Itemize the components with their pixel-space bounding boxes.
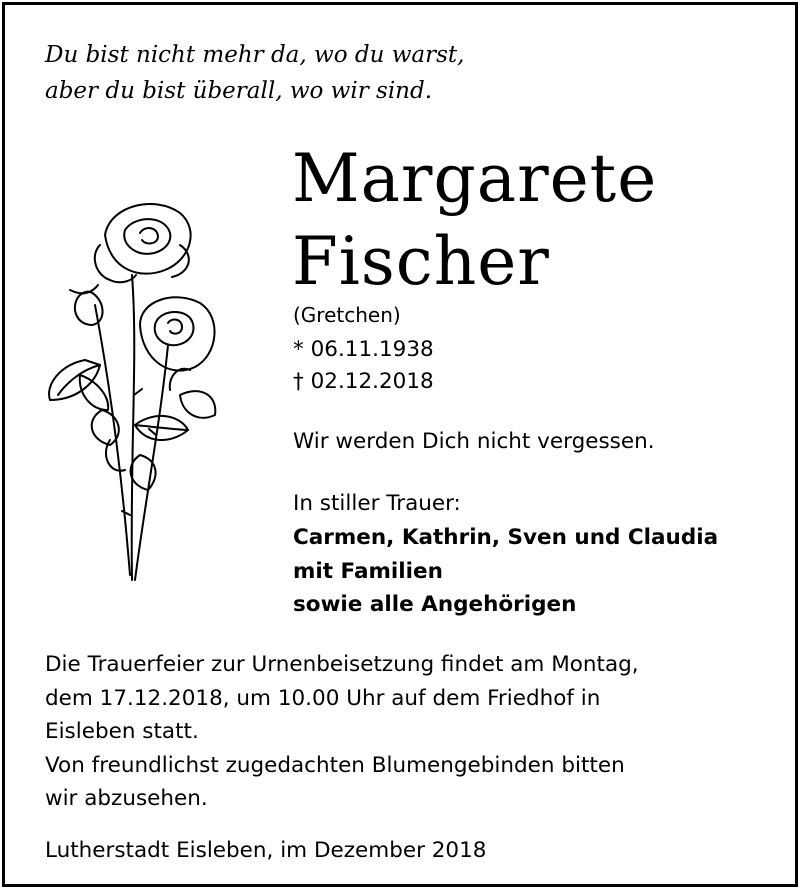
rose-icon [40,195,230,595]
ceremony-line-3: Eisleben statt. [45,719,199,744]
ceremony-line-1: Die Trauerfeier zur Urnenbeisetzung findet am Montag, [45,652,639,677]
first-name: Margarete [292,140,658,217]
birth-date: * 06.11.1938 [293,337,434,362]
ceremony-line-2: dem 17.12.2018, um 10.00 Uhr auf dem Friedhof in [45,686,601,711]
quote-line-1: Du bist nicht mehr da, wo du warst, [45,42,465,68]
mourners-line-2: mit Familien [293,559,443,584]
mourners-line-1: Carmen, Kathrin, Sven und Claudia [293,525,719,550]
remembrance-message: Wir werden Dich nicht vergessen. [293,429,655,454]
ceremony-line-5: wir abzusehen. [45,786,208,811]
ceremony-line-4: Von freundlichst zugedachten Blumengebinden bitten [45,753,625,778]
quote-line-2: aber du bist überall, wo wir sind. [45,78,433,104]
last-name: Fischer [292,223,550,300]
footer-place-date: Lutherstadt Eisleben, im Dezember 2018 [45,838,487,863]
death-date: † 02.12.2018 [293,369,434,394]
mourners-intro: In stiller Trauer: [293,491,461,516]
mourners-line-3: sowie alle Angehörigen [293,592,577,617]
nickname: (Gretchen) [293,303,401,327]
